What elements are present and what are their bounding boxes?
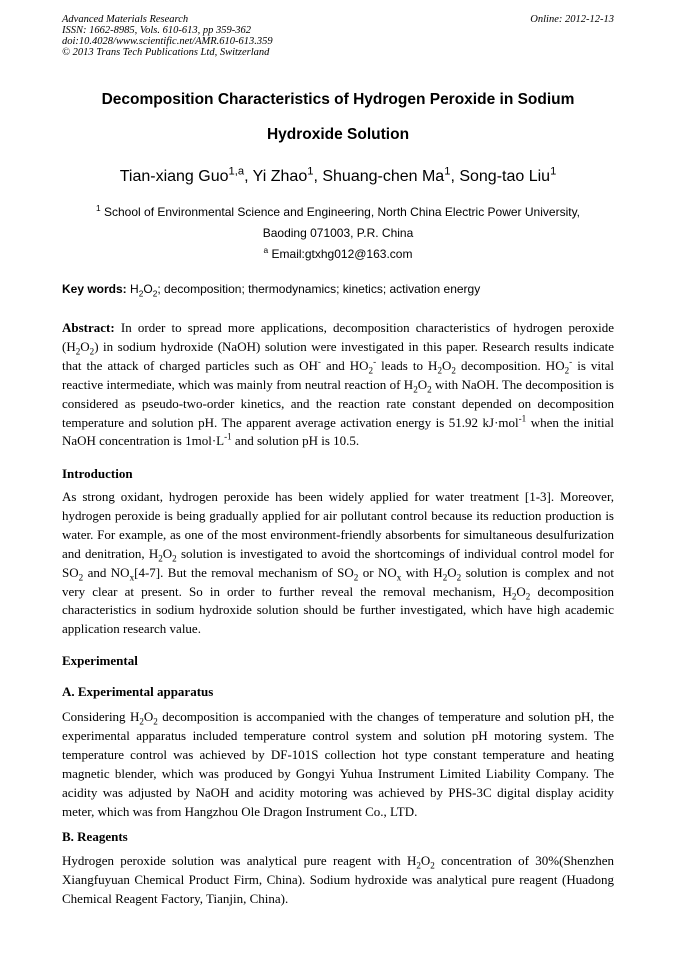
journal-header [62,14,614,58]
reagents-paragraph: Hydrogen peroxide solution was analytical pure reagent with $H_2O_2$ concentration of 30%(Shenzhen Xiangfuyuan Chemical Product Firm, China). Sodium hydroxide was analytical pure reagent (Huadong Chemical Reagent Factory, Tianjin, China). [62,853,614,906]
subsection-heading-apparatus: A. Experimental apparatus [62,684,214,699]
online-date: Online: 2012-12-13 [530,14,614,25]
section-heading-introduction: Introduction [62,466,133,481]
paper-title-line-2: Hydroxide Solution [266,126,410,143]
introduction-paragraph: As strong oxidant, hydrogen peroxide has been widely applied for water treatment [1-3]. Moreover, hydrogen peroxide is being gradually applied for air pollutant control because its reduction production is water. For example, as one of the most environment-friendly absorbents for simultaneous desulfurization and denitration, $H_2O_2$ solution is investigated to avoid the shortcomings of individual control model for $SO_2$ and $NO_x[4-7]$. But the removal mechanism of $SO_2$ or $NO_x$ with $H_2O_2$ solution is complex and not very clear at present. So in order to further reveal the removal mechanism, $H_2O_2$ decomposition characteristics in sodium hydroxide solution should be further investigated, which have high academic application research value. [62,489,615,637]
abstract: Abstract: In order to spread more applications, decomposition characteristics of hydrogen peroxide $(H_2O_2)$ in sodium hydroxide (NaOH) solution were investigated in this paper. Research results indicate that the attack of charged particles such as OH- and $HO_2^-$ leads to $H_2O_2$ decomposition. $HO_2^-$ is vital reactive intermediate, which was mainly from neutral reaction of $H_2O_2$ with NaOH. The decomposition is considered as pseudo-two-order kinetics, and the reaction rate constant depended on decomposition temperature and solution pH. The apparent average activation energy is 51.92 kJ·mol$^{-1}$ when the initial NaOH concentration is $1mol\cdot L^{-1}$ and solution pH is 10.5. [62,320,615,449]
author-name: Song-tao Liu [459,168,551,185]
paper-title-line-1: Decomposition Characteristics of Hydrogen Peroxide in Sodium [101,91,575,108]
doi-link[interactable]: doi:10.4028/www.scientific.net/AMR.610-613.359 [62,36,273,47]
author-name: Tian-xiang Guo [119,168,229,185]
email-link[interactable]: Email:gtxhg012@163.com [271,247,413,261]
author-email: $^a$ Email:gtxhg012@163.com [263,245,413,261]
subsection-heading-reagents: B. Reagents [62,829,128,844]
issn-line: ISSN: 1662-8985, Vols. 610-613, pp 359-362 [62,25,251,36]
affiliation: $^1$ School of Environmental Science and Engineering, North China Electric Power University, Baoding 071003, P.R. China [95,203,581,240]
author-list: Tian-xiang Guo$^{1,a}$, Yi Zhao$^1$, Shuang-chen Ma$^1$, Song-tao Liu$^1$ [119,165,557,185]
journal-name: Advanced Materials Research [62,14,189,25]
author-name: Shuang-chen Ma [322,168,445,185]
section-heading-experimental: Experimental [62,653,138,668]
keywords: Key words: $H_2O_2$; decomposition; thermodynamics; kinetics; activation energy [62,282,481,299]
apparatus-paragraph: Considering $H_2O_2$ decomposition is accompanied with the changes of temperature and solution pH, the experimental apparatus included temperature control system and solution pH motoring system. The temperature control was achieved by DF-101S collection hot type constant temperature and heating magnetic blender, which was produced by Gongyi Yuhua Instrument Limited Liability Company. The acidity was adjusted by NaOH and acidity motoring was achieved by PHS-3C digital display acidity meter, which was from Hangzhou Ole Dragon Instrument Co., LTD. [62,709,614,819]
copyright-line: © 2013 Trans Tech Publications Ltd, Switzerland [62,47,270,58]
author-name: Yi Zhao [252,168,308,185]
